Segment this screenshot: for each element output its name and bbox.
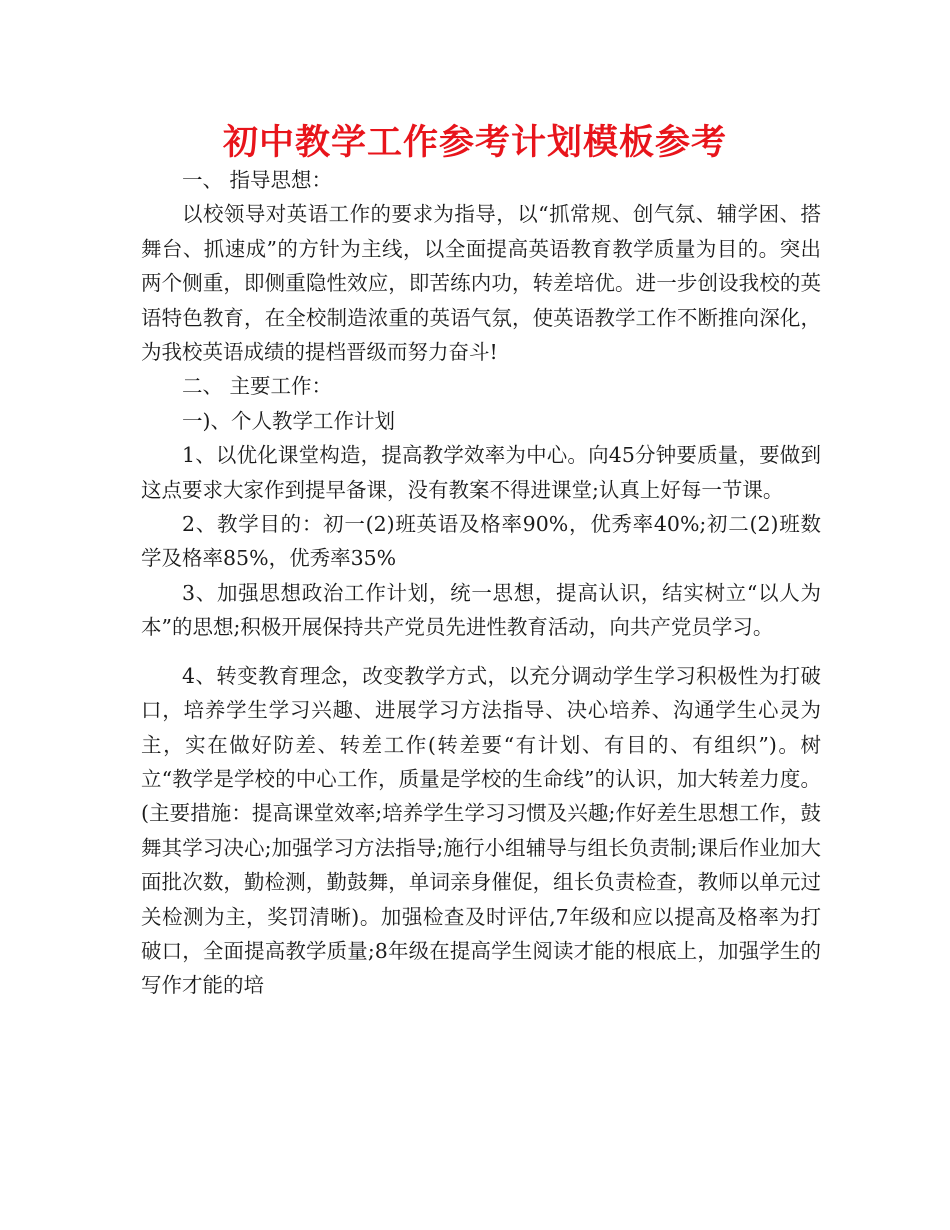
paragraph-item-2: 2、教学目的：初一(2)班英语及格率90%，优秀率40%;初二(2)班数学及格率85%，优秀率35% (141, 512, 821, 571)
paragraph-item-1: 1、以优化课堂构造，提高教学效率为中心。向45分钟要质量，要做到这点要求大家作到提早备课，没有教案不得进课堂;认真上好每一节课。 (141, 443, 821, 502)
section-heading-main-work: 二、 主要工作： (182, 374, 333, 399)
paragraph-item-3: 3、加强思想政治工作计划，统一思想，提高认识，结实树立“以人为本”的思想;积极开展保持共产党员先进性教育活动，向共产党员学习。 (141, 580, 821, 640)
subsection-heading-personal-plan: 一)、个人教学工作计划 (182, 408, 395, 433)
document-title: 初中教学工作参考计划模板参考 (222, 123, 727, 163)
section-heading-guiding-thought: 一、 指导思想： (182, 168, 333, 192)
document-body (141, 163, 821, 1003)
paragraph-guiding-thought: 以校领导对英语工作的要求为指导，以“抓常规、创气氛、辅学困、搭舞台、抓速成”的方针为主线，以全面提高英语教育教学质量为目的。突出两个侧重，即侧重隐性效应，即苦练内功，转差培优。进一步创设我校的英语特色教育，在全校制造浓重的英语气氛，使英语教学工作不断推向深化，为我校英语成绩的提档晋级而努力奋斗! (141, 202, 821, 365)
paragraph-item-4: 4、转变教育理念，改变教学方式，以充分调动学生学习积极性为打破口，培养学生学习兴趣、进展学习方法指导、决心培养、沟通学生心灵为主，实在做好防差、转差工作(转差要“有计划、有目的、有组织”)。树立“教学是学校的中心工作，质量是学校的生命线”的认识，加大转差力度。(主要措施：提高课堂效率;培养学生学习习惯及兴趣;作好差生思想工作，鼓舞其学习决心;加强学习方法指导;施行小组辅导与组长负责制;课后作业加大面批次数，勤检测，勤鼓舞，单词亲身催促，组长负责检查，教师以单元过关检测为主，奖罚清晰)。加强检查及时评估,7年级和应以提高及格率为打破口，全面提高教学质量;8年级在提高学生阅读才能的根底上，加强学生的写作才能的培 (141, 663, 821, 998)
